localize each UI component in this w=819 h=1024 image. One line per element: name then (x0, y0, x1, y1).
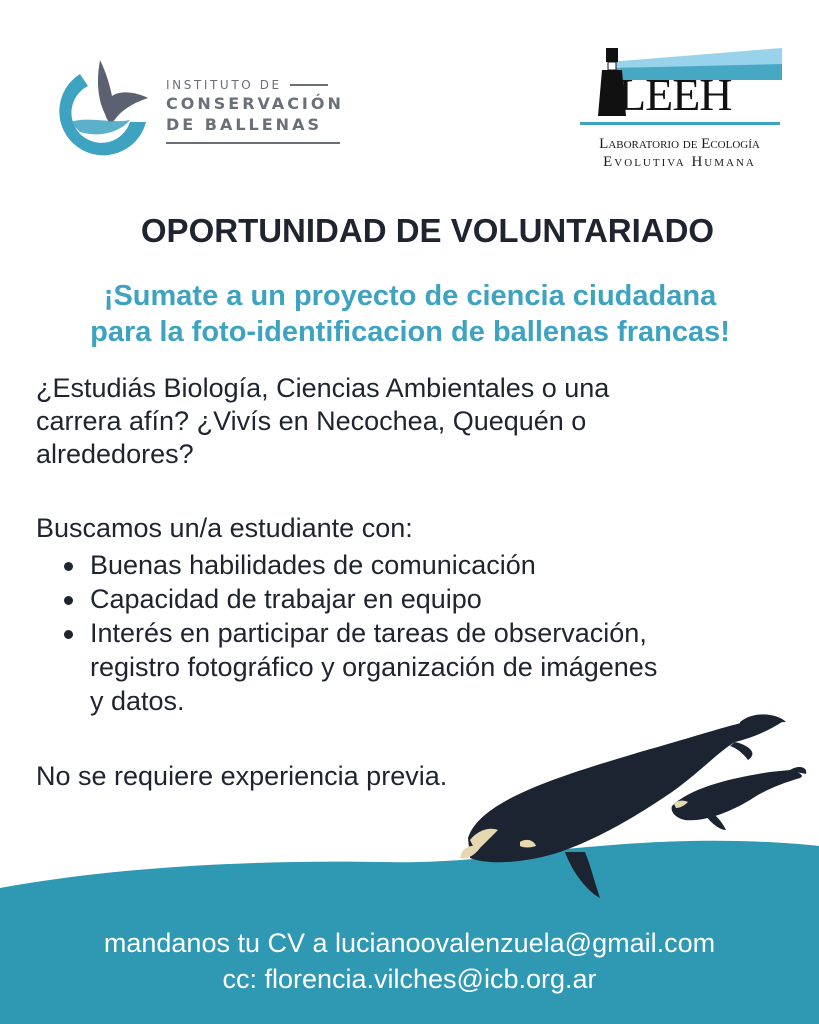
bullet-icon (64, 630, 73, 639)
subtitle-line1: ¡Sumate a un proyecto de ciencia ciudadana (103, 280, 717, 312)
requirements-list (62, 548, 802, 718)
icb-line1: INSTITUTO DE (166, 78, 282, 92)
page-title: OPORTUNIDAD DE VOLUNTARIADO (140, 212, 715, 249)
icb-underline (166, 142, 340, 144)
list-item (62, 548, 802, 582)
subtitle-line2: para la foto-identificacion de ballenas francas! (90, 316, 730, 348)
intro-line1: ¿Estudiás Biología, Ciencias Ambientales o una (36, 373, 610, 403)
leeh-logo (572, 40, 787, 175)
bullet-icon (64, 562, 73, 571)
intro-line3: alrededores? (36, 439, 194, 469)
contact-line2[interactable]: cc: florencia.vilches@icb.org.ar (222, 964, 597, 994)
whale-tail-icon (50, 52, 160, 162)
leeh-line2: Evolutiva Humana (603, 154, 756, 170)
icb-line2: CONSERVACIÓN (166, 94, 344, 113)
icb-logo (50, 52, 350, 162)
contact-footer (0, 925, 819, 997)
leeh-line1: Laboratorio de Ecología (599, 136, 760, 152)
requirements-heading: Buscamos un/a estudiante con: (36, 513, 413, 543)
list-item-text: Buenas habilidades de comunicación (90, 550, 536, 580)
list-item (62, 616, 802, 718)
leeh-acronym: LEEH (618, 69, 732, 120)
list-item (62, 582, 802, 616)
bullet-icon (64, 596, 73, 605)
list-item-line1: Interés en participar de tareas de observación, (90, 618, 647, 648)
contact-line1[interactable]: mandanos tu CV a lucianoovalenzuela@gmail.com (103, 928, 716, 958)
list-item-line2: registro fotográfico y organización de imágenes (90, 652, 658, 682)
icb-rule (290, 84, 328, 86)
intro-paragraph (36, 372, 776, 471)
list-item-line3: y datos. (90, 686, 185, 716)
subtitle (30, 278, 790, 350)
intro-line2: carrera afín? ¿Vivís en Necochea, Quequén o (36, 406, 587, 436)
icb-line3: DE BALLENAS (166, 115, 322, 134)
list-item-text: Capacidad de trabajar en equipo (90, 584, 482, 614)
no-experience-note: No se requiere experiencia previa. (36, 761, 448, 791)
